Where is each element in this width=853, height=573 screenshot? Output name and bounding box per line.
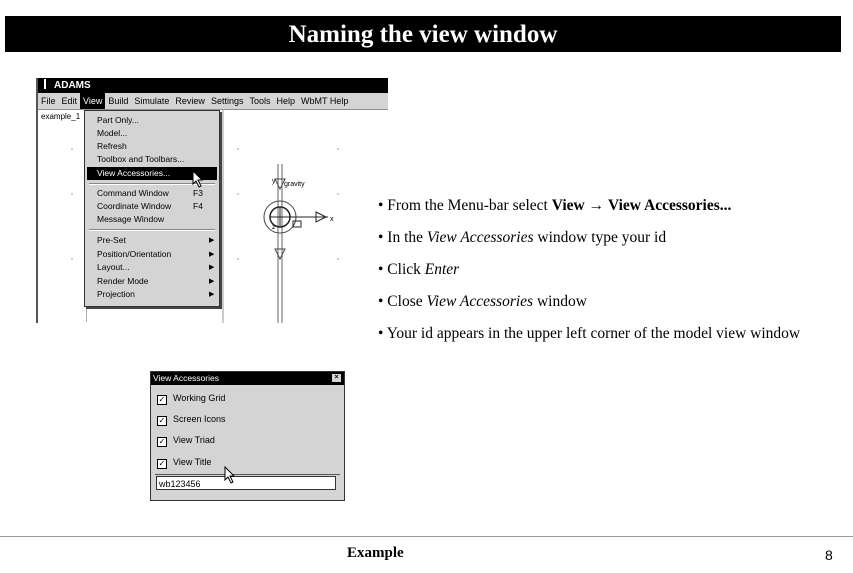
menu-item-render-mode[interactable] bbox=[97, 275, 217, 288]
bullet-text: window type your id bbox=[533, 229, 667, 246]
menu-item-projection[interactable] bbox=[97, 288, 217, 301]
mouse-cursor-icon bbox=[192, 170, 204, 188]
submenu-arrow-icon: ▶ bbox=[209, 264, 215, 271]
option-label: View Title bbox=[173, 457, 212, 467]
menu-item-part-only[interactable]: Part Only... bbox=[97, 115, 139, 125]
dialog-title: View Accessories bbox=[153, 373, 219, 383]
checkbox-checked-icon[interactable]: ✓ bbox=[158, 437, 166, 446]
menu-item-layout[interactable] bbox=[97, 261, 217, 274]
option-label: Working Grid bbox=[173, 393, 226, 403]
axis-y-label: y bbox=[272, 178, 276, 185]
option-label: View Triad bbox=[173, 435, 215, 445]
bullet-text: • Click bbox=[378, 261, 425, 278]
footer-divider bbox=[0, 536, 853, 537]
option-view-title[interactable] bbox=[157, 456, 211, 468]
menu-separator bbox=[89, 229, 215, 231]
menu-item-preset[interactable] bbox=[97, 234, 217, 247]
menu-item-message-window[interactable]: Message Window bbox=[97, 214, 165, 224]
bullet-italic: View Accessories bbox=[426, 229, 534, 246]
mouse-cursor-icon bbox=[224, 466, 236, 484]
checkbox-checked-icon[interactable]: ✓ bbox=[158, 459, 166, 468]
adams-logo-icon bbox=[44, 79, 52, 89]
arrow-icon: → bbox=[584, 197, 608, 214]
shortcut-label: F3 bbox=[193, 188, 203, 198]
footer-label: Example bbox=[347, 545, 404, 561]
option-view-triad[interactable] bbox=[157, 434, 215, 446]
bullet-bold: View Accessories... bbox=[607, 197, 732, 214]
submenu-arrow-icon: ▶ bbox=[209, 251, 215, 258]
menu-item-label: Layout... bbox=[97, 262, 130, 272]
bullet-italic: Enter bbox=[424, 261, 460, 278]
view-title: example_1 bbox=[41, 112, 81, 121]
menu-simulate[interactable]: Simulate bbox=[134, 96, 170, 106]
bullet-text: window bbox=[533, 293, 587, 310]
close-icon[interactable]: × bbox=[332, 374, 341, 382]
gravity-label: gravity bbox=[284, 181, 305, 188]
page-number: 8 bbox=[825, 547, 833, 563]
bullet-text: • In the bbox=[378, 229, 427, 246]
menu-view[interactable]: View bbox=[80, 93, 105, 109]
instructions-list bbox=[378, 195, 828, 355]
bullet-bold: View bbox=[551, 197, 585, 214]
menu-edit[interactable]: Edit bbox=[61, 96, 78, 106]
menu-review[interactable]: Review bbox=[175, 96, 205, 106]
menu-item-label: Projection bbox=[97, 289, 135, 299]
menu-item-label: Pre-Set bbox=[97, 235, 126, 245]
view-accessories-dialog bbox=[150, 371, 345, 501]
dialog-titlebar bbox=[151, 372, 344, 385]
menu-item-label: Position/Orientation bbox=[97, 249, 172, 259]
bullet-text: • Close bbox=[378, 293, 427, 310]
slide-title: Naming the view window bbox=[5, 16, 841, 52]
menu-item-label: Coordinate Window bbox=[97, 201, 172, 211]
dialog-separator bbox=[155, 474, 340, 475]
axis-z-label: z bbox=[272, 224, 276, 231]
menu-item-label: Render Mode bbox=[97, 276, 149, 286]
submenu-arrow-icon: ▶ bbox=[209, 237, 215, 244]
checkbox-checked-icon[interactable]: ✓ bbox=[158, 395, 166, 404]
bullet-italic: View Accessories bbox=[426, 293, 534, 310]
axis-x-label: x bbox=[330, 216, 334, 223]
bullet-close-window bbox=[378, 291, 828, 313]
option-working-grid[interactable] bbox=[157, 392, 225, 404]
menu-file[interactable]: File bbox=[41, 96, 56, 106]
adams-app-name: ADAMS bbox=[54, 80, 91, 91]
submenu-arrow-icon: ▶ bbox=[209, 278, 215, 285]
menu-item-refresh[interactable]: Refresh bbox=[97, 141, 127, 151]
checkbox-checked-icon[interactable]: ✓ bbox=[158, 416, 166, 425]
option-label: Screen Icons bbox=[173, 414, 226, 424]
adams-titlebar bbox=[38, 78, 388, 93]
menu-item-view-accessories[interactable]: View Accessories... bbox=[87, 167, 217, 180]
option-screen-icons[interactable] bbox=[157, 413, 226, 425]
menu-item-toolbox[interactable]: Toolbox and Toolbars... bbox=[97, 154, 185, 164]
menu-help[interactable]: Help bbox=[276, 96, 295, 106]
bullet-type-id bbox=[378, 227, 828, 249]
menu-item-model[interactable]: Model... bbox=[97, 128, 128, 138]
submenu-arrow-icon: ▶ bbox=[209, 291, 215, 298]
view-menu-dropdown bbox=[84, 110, 220, 307]
menu-wbmt-help[interactable]: WbMT Help bbox=[301, 96, 349, 106]
shortcut-label: F4 bbox=[193, 201, 203, 211]
menu-item-position-orientation[interactable] bbox=[97, 248, 217, 261]
menu-settings[interactable]: Settings bbox=[210, 96, 244, 106]
bullet-text: • From the Menu-bar select bbox=[378, 197, 552, 214]
menu-item-label: Command Window bbox=[97, 188, 169, 198]
menu-build[interactable]: Build bbox=[108, 96, 129, 106]
menu-tools[interactable]: Tools bbox=[249, 96, 271, 106]
bullet-click-enter bbox=[378, 259, 828, 281]
view-title-input[interactable]: wb123456 bbox=[156, 476, 336, 490]
adams-menubar bbox=[38, 93, 388, 110]
bullet-id-appears: • Your id appears in the upper left corner of the model view window bbox=[378, 325, 801, 342]
menu-item-command-window[interactable] bbox=[97, 187, 217, 200]
bullet-select-menu bbox=[378, 195, 828, 217]
menu-item-coordinate-window[interactable] bbox=[97, 200, 217, 213]
